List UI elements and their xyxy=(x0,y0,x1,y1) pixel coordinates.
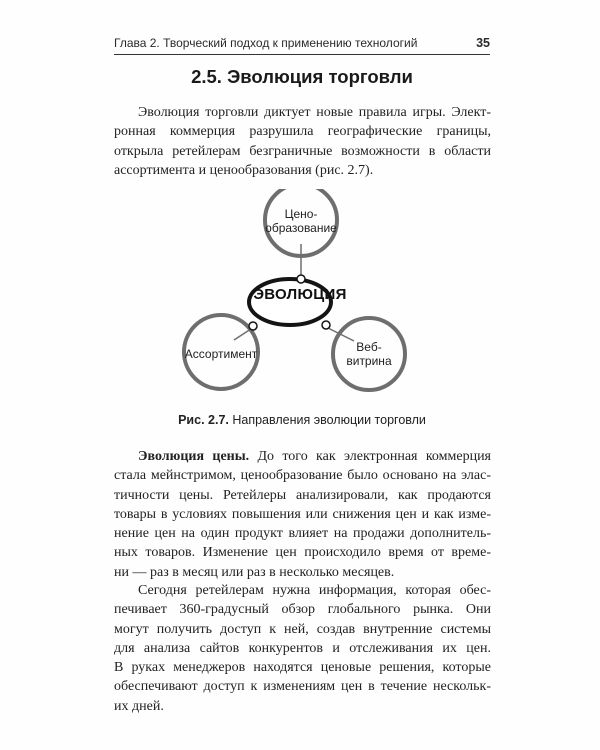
price-line: тичности цены. Ретейлеры анализировали, как продаются xyxy=(114,487,491,503)
today-line: Сегодня ретейлерам нужна информация, которая обес- xyxy=(138,583,491,598)
joint-top xyxy=(297,275,305,283)
running-header xyxy=(114,36,490,54)
price-line xyxy=(114,447,491,466)
header-rule xyxy=(114,54,490,55)
section-title: 2.5. Эволюция торговли xyxy=(191,66,413,87)
node-right-line: Веб- xyxy=(356,340,382,354)
intro-line: открыла ретейлерам безграничные возможности в области xyxy=(114,143,491,159)
price-line: ных товаров. Изменение цен происходило время от време- xyxy=(114,545,491,561)
joint-left xyxy=(249,322,257,330)
price-line: товары в условиях повышения или снижения цен и как изме- xyxy=(114,506,491,522)
today-line: могут получить доступ к ней, создав внутренние системы xyxy=(114,621,491,637)
today-line: В руках менеджеров находятся ценовые решения, которые xyxy=(114,660,491,676)
intro-line: Эволюция торговли диктует новые правила игры. Элект- xyxy=(138,105,491,120)
caption-text: Направления эволюции торговли xyxy=(228,413,426,427)
price-lead: Эволюция цены. xyxy=(138,449,250,464)
today-line: печивает 360-градусный обзор глобального рынка. Они xyxy=(114,602,491,618)
today-paragraph xyxy=(114,581,491,716)
caption-label: Рис. 2.7. xyxy=(178,413,229,427)
center-label: ЭВОЛЮЦИЯ xyxy=(253,286,347,303)
intro-line: ронная коммерция разрушила географические границы, xyxy=(114,124,491,140)
figure-caption xyxy=(114,413,490,427)
price-line: нение цен на один продукт влияет на продажи дополнитель- xyxy=(114,526,491,542)
page-number: 35 xyxy=(476,36,490,50)
price-line: ни — раз в месяц или раз в несколько месяцев. xyxy=(114,564,395,580)
evolution-diagram xyxy=(170,189,470,407)
node-left-label: Ассортимент xyxy=(184,347,258,361)
running-title: Глава 2. Творческий подход к применению технологий xyxy=(114,36,418,50)
intro-paragraph xyxy=(114,103,491,180)
price-evolution-paragraph xyxy=(114,447,491,582)
price-line-rest: До того как электронная коммерция xyxy=(249,449,491,464)
joint-right xyxy=(322,321,330,329)
today-line: их дней. xyxy=(114,698,164,714)
node-top-line: образование xyxy=(265,221,337,235)
node-right-line: витрина xyxy=(346,354,392,368)
node-top-line: Цено- xyxy=(284,207,318,221)
today-line: для анализа сайтов конкурентов и отслеживания их цен. xyxy=(114,640,491,656)
price-line: стала мейнстримом, ценообразование было основано на элас- xyxy=(114,468,491,484)
today-line: обеспечивают доступ к изменениям цен в течение нескольк- xyxy=(114,679,491,695)
node-right-label xyxy=(324,340,414,368)
node-top-label xyxy=(256,207,346,235)
intro-line: ассортимента и ценообразования (рис. 2.7). xyxy=(114,162,374,178)
